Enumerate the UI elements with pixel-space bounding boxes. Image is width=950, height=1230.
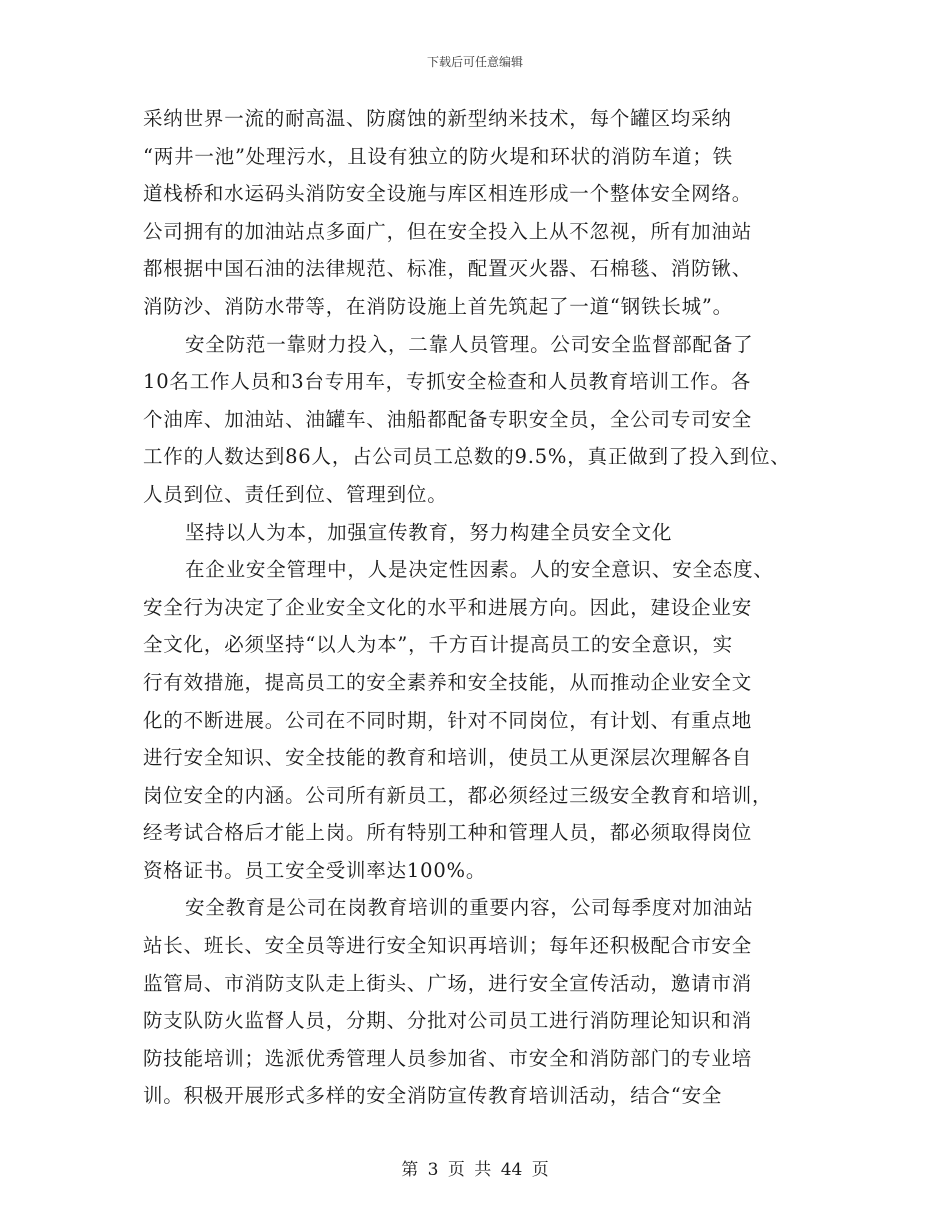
text-line: 公司拥有的加油站点多面广，但在安全投入上从不忽视，所有加油站: [143, 219, 753, 243]
text-line: “两井一池”处理污水，且设有独立的防火堤和环状的消防车道；铁: [143, 144, 733, 168]
section-heading: 坚持以人为本，加强宣传教育，努力构建全员安全文化: [185, 520, 673, 544]
document-body: [143, 100, 823, 1115]
text-line: 全文化，必须坚持“以人为本”，千方百计提高员工的安全意识，实: [143, 633, 733, 657]
text-line: 人员到位、责任到位、管理到位。: [143, 482, 448, 506]
text-line: 进行安全知识、安全技能的教育和培训，使员工从更深层次理解各自: [143, 746, 753, 770]
text-line: 监管局、市消防支队走上街头、广场，进行安全宣传活动，邀请市消: [143, 971, 753, 995]
paragraph-start-line: 安全防范一靠财力投入，二靠人员管理。公司安全监督部配备了: [185, 332, 754, 356]
page-header-note: 下载后可任意编辑: [426, 55, 523, 69]
paragraph-start-line: 安全教育是公司在岗教育培训的重要内容，公司每季度对加油站: [185, 896, 754, 920]
text-line: 都根据中国石油的法律规范、标准，配置灭火器、石棉毯、消防锹、: [143, 257, 753, 281]
text-line: 防技能培训；选派优秀管理人员参加省、市安全和消防部门的专业培: [143, 1046, 753, 1070]
text-line: 资格证书。员工安全受训率达100%。: [143, 858, 487, 882]
text-line: 消防沙、消防水带等，在消防设施上首先筑起了一道“钢铁长城”。: [143, 294, 733, 318]
text-line: 防支队防火监督人员，分期、分批对公司员工进行消防理论知识和消: [143, 1009, 753, 1033]
page-number-footer: 第 3 页 共 44 页: [401, 1160, 549, 1180]
paragraph-start-line: 在企业安全管理中，人是决定性因素。人的安全意识、安全态度、: [185, 558, 774, 582]
text-line: 个油库、加油站、油罐车、油船都配备专职安全员，全公司专司安全: [143, 407, 753, 431]
text-line: 道栈桥和水运码头消防安全设施与库区相连形成一个整体安全网络。: [143, 182, 753, 206]
text-line: 站长、班长、安全员等进行安全知识再培训；每年还积极配合市安全: [143, 934, 753, 958]
text-line: 采纳世界一流的耐高温、防腐蚀的新型纳米技术，每个罐区均采纳: [143, 107, 732, 130]
text-line: 10名工作人员和3台专用车，专抓安全检查和人员教育培训工作。各: [143, 370, 752, 394]
text-line: 岗位安全的内涵。公司所有新员工，都必须经过三级安全教育和培训，: [143, 783, 773, 807]
text-line: 化的不断进展。公司在不同时期，针对不同岗位，有计划、有重点地: [143, 708, 753, 732]
text-line: 工作的人数达到86人，占公司员工总数的9.5%，真正做到了投入到位、: [143, 445, 791, 469]
text-line: 经考试合格后才能上岗。所有特别工种和管理人员，都必须取得岗位: [143, 821, 753, 845]
text-line: 训。积极开展形式多样的安全消防宣传教育培训活动，结合“安全: [143, 1084, 723, 1108]
text-line: 安全行为决定了企业安全文化的水平和进展方向。因此，建设企业安: [143, 595, 753, 619]
text-line: 行有效措施，提高员工的安全素养和安全技能，从而推动企业安全文: [143, 670, 753, 694]
